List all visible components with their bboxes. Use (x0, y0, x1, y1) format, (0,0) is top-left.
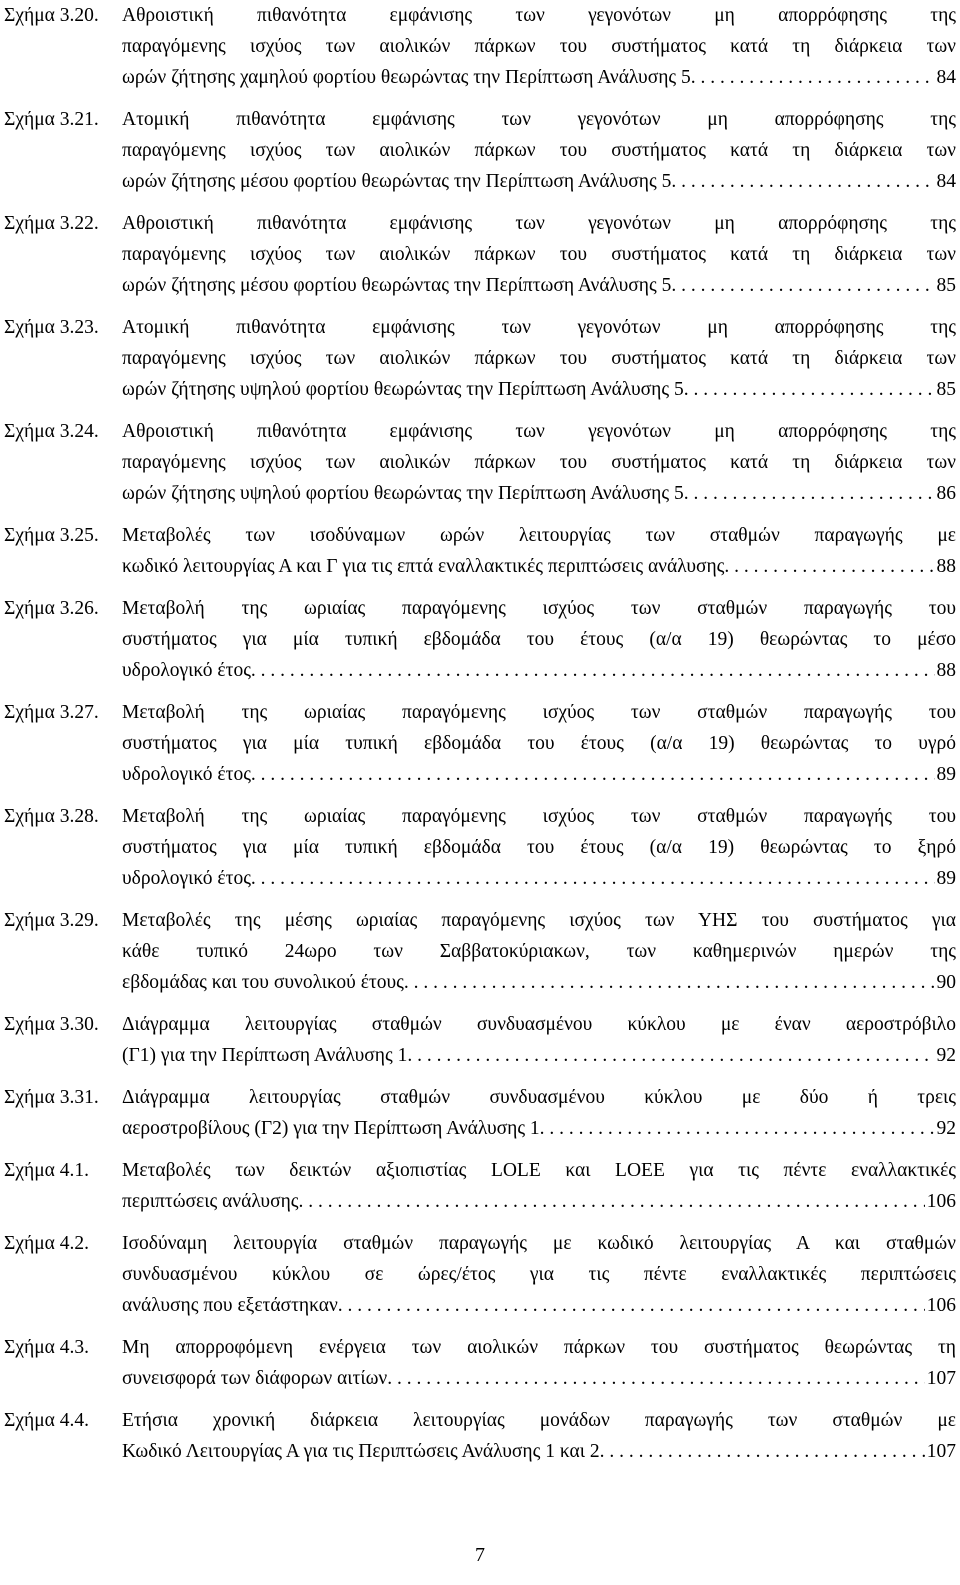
toc-entry (4, 208, 956, 301)
dot-leader (724, 551, 934, 582)
caption-last-line (122, 863, 956, 894)
figure-caption (122, 520, 956, 582)
figure-label: Σχήμα 3.22. (4, 213, 99, 234)
page-ref: 90 (936, 972, 956, 993)
page-ref: 92 (936, 1045, 956, 1066)
caption-line: ωρών ζήτησης μέσου φορτίου θεωρώντας την Περίπτωση Ανάλυσης 5 (122, 275, 672, 296)
caption-line: υδρολογικό έτος (122, 660, 251, 681)
caption-line: κωδικό λειτουργίας Α και Γ για τις επτά εναλλακτικές περιπτώσεις ανάλυσης (122, 556, 725, 577)
caption-line: Ετήσια χρονική διάρκεια λειτουργίας μονάδων παραγωγής των σταθμών με (122, 1410, 956, 1431)
caption-line: συστήματος για μία τυπική εβδομάδα του έτους (α/α 19) θεωρώντας το υγρό (122, 733, 956, 754)
caption-line: Μη απορροφόμενη ενέργεια των αιολικών πάρκων του συστήματος θεωρώντας τη (122, 1337, 956, 1358)
dot-leader (251, 655, 935, 686)
caption-line: ανάλυσης που εξετάστηκαν (122, 1295, 338, 1316)
caption-last-line (122, 655, 956, 686)
figure-label: Σχήμα 3.27. (4, 702, 99, 723)
caption-last-line (122, 1290, 956, 1321)
dot-leader (671, 166, 934, 197)
caption-line: Μεταβολή της ωριαίας παραγόμενης ισχύος των σταθμών παραγωγής του (122, 806, 956, 827)
dot-leader (540, 1113, 935, 1144)
caption-last-line (122, 1436, 956, 1467)
figure-label: Σχήμα 4.4. (4, 1410, 89, 1431)
dot-leader (684, 478, 935, 509)
page-ref: 89 (936, 764, 956, 785)
figure-label: Σχήμα 4.3. (4, 1337, 89, 1358)
figure-caption (122, 1009, 956, 1071)
caption-line: Αθροιστική πιθανότητα εμφάνισης των γεγονότων μη απορρόφησης της (122, 421, 956, 442)
toc-entry (4, 593, 956, 686)
figure-label: Σχήμα 3.25. (4, 525, 99, 546)
figure-caption (122, 1082, 956, 1144)
figure-caption (122, 905, 956, 998)
caption-line: συστήματος για μία τυπική εβδομάδα του έτους (α/α 19) θεωρώντας το μέσο (122, 629, 956, 650)
toc-entry (4, 905, 956, 998)
figure-label: Σχήμα 3.30. (4, 1014, 99, 1035)
page-ref: 85 (936, 379, 956, 400)
toc-entry (4, 801, 956, 894)
page-ref: 84 (936, 171, 956, 192)
toc-entry (4, 312, 956, 405)
caption-last-line (122, 478, 956, 509)
dot-leader (387, 1363, 925, 1394)
page-ref: 92 (936, 1118, 956, 1139)
caption-last-line (122, 166, 956, 197)
dot-leader (251, 863, 935, 894)
caption-line: Ισοδύναμη λειτουργία σταθμών παραγωγής με κωδικό λειτουργίας Α και σταθμών (122, 1233, 956, 1254)
caption-last-line (122, 374, 956, 405)
caption-line: υδρολογικό έτος (122, 764, 251, 785)
toc-entry (4, 520, 956, 582)
figure-caption (122, 697, 956, 790)
caption-line: Αθροιστική πιθανότητα εμφάνισης των γεγονότων μη απορρόφησης της (122, 213, 956, 234)
caption-line: εβδομάδας και του συνολικού έτους (122, 972, 404, 993)
caption-line: Μεταβολή της ωριαίας παραγόμενης ισχύος των σταθμών παραγωγής του (122, 702, 956, 723)
caption-line: Μεταβολές της μέσης ωριαίας παραγόμενης ισχύος των ΥΗΣ του συστήματος για (122, 910, 956, 931)
toc-entry (4, 1009, 956, 1071)
page-ref: 84 (936, 67, 956, 88)
caption-last-line (122, 551, 956, 582)
caption-line: αεροστροβίλους (Γ2) για την Περίπτωση Ανάλυσης 1 (122, 1118, 540, 1139)
caption-line: Διάγραμμα λειτουργίας σταθμών συνδυασμένου κύκλου με δύο ή τρεις (122, 1087, 956, 1108)
page-ref: 88 (936, 556, 956, 577)
figure-caption (122, 416, 956, 509)
dot-leader (404, 967, 935, 998)
caption-last-line (122, 759, 956, 790)
caption-line: Ατομική πιθανότητα εμφάνισης των γεγονότων μη απορρόφησης της (122, 109, 956, 130)
toc-entry (4, 1332, 956, 1394)
figure-caption (122, 0, 956, 93)
dot-leader (671, 270, 934, 301)
dot-leader (299, 1186, 925, 1217)
caption-line: συνδυασμένου κύκλου σε ώρες/έτος για τις πέντε εναλλακτικές περιπτώσεις (122, 1264, 956, 1285)
caption-line: παραγόμενης ισχύος των αιολικών πάρκων του συστήματος κατά τη διάρκεια των (122, 36, 956, 57)
page-number: 7 (475, 1544, 485, 1566)
caption-line: ωρών ζήτησης μέσου φορτίου θεωρώντας την Περίπτωση Ανάλυσης 5 (122, 171, 672, 192)
toc-entry (4, 1082, 956, 1144)
caption-line: Μεταβολή της ωριαίας παραγόμενης ισχύος των σταθμών παραγωγής του (122, 598, 956, 619)
page-ref: 107 (926, 1441, 956, 1462)
caption-line: Διάγραμμα λειτουργίας σταθμών συνδυασμένου κύκλου με έναν αεροστρόβιλο (122, 1014, 956, 1035)
figure-caption (122, 593, 956, 686)
toc-entry (4, 1155, 956, 1217)
caption-line: Κωδικό Λειτουργίας Α για τις Περιπτώσεις Ανάλυσης 1 και 2 (122, 1441, 600, 1462)
page-ref: 107 (926, 1368, 956, 1389)
caption-last-line (122, 1113, 956, 1144)
dot-leader (600, 1436, 925, 1467)
caption-line: υδρολογικό έτος (122, 868, 251, 889)
caption-last-line (122, 1040, 956, 1071)
figure-caption (122, 1155, 956, 1217)
caption-line: (Γ1) για την Περίπτωση Ανάλυσης 1 (122, 1045, 408, 1066)
figure-caption (122, 1228, 956, 1321)
figure-label: Σχήμα 3.24. (4, 421, 99, 442)
page-ref: 106 (926, 1191, 956, 1212)
toc-entry (4, 104, 956, 197)
caption-line: Αθροιστική πιθανότητα εμφάνισης των γεγονότων μη απορρόφησης της (122, 5, 956, 26)
caption-line: Μεταβολές των ισοδύναμων ωρών λειτουργίας των σταθμών παραγωγής με (122, 525, 956, 546)
figure-label: Σχήμα 3.23. (4, 317, 99, 338)
caption-last-line (122, 270, 956, 301)
figure-label: Σχήμα 3.28. (4, 806, 99, 827)
caption-line: κάθε τυπικό 24ωρο των Σαββατοκύριακων, των καθημερινών ημερών της (122, 941, 956, 962)
page-ref: 88 (936, 660, 956, 681)
figure-caption (122, 1332, 956, 1394)
figure-caption (122, 104, 956, 197)
toc-entry (4, 0, 956, 93)
page-ref: 106 (926, 1295, 956, 1316)
figure-label: Σχήμα 3.31. (4, 1087, 99, 1108)
dot-leader (684, 374, 935, 405)
toc-entry (4, 416, 956, 509)
caption-line: ωρών ζήτησης χαμηλού φορτίου θεωρώντας την Περίπτωση Ανάλυσης 5 (122, 67, 691, 88)
figure-label: Σχήμα 4.2. (4, 1233, 89, 1254)
caption-last-line (122, 967, 956, 998)
dot-leader (251, 759, 935, 790)
caption-last-line (122, 1363, 956, 1394)
figure-caption (122, 1405, 956, 1467)
caption-line: παραγόμενης ισχύος των αιολικών πάρκων του συστήματος κατά τη διάρκεια των (122, 348, 956, 369)
page-ref: 86 (936, 483, 956, 504)
dot-leader (691, 62, 935, 93)
list-of-figures (4, 0, 956, 1478)
caption-line: περιπτώσεις ανάλυσης (122, 1191, 299, 1212)
caption-line: συστήματος για μία τυπική εβδομάδα του έτους (α/α 19) θεωρώντας το ξηρό (122, 837, 956, 858)
caption-line: παραγόμενης ισχύος των αιολικών πάρκων του συστήματος κατά τη διάρκεια των (122, 140, 956, 161)
figure-label: Σχήμα 3.20. (4, 5, 99, 26)
figure-caption (122, 208, 956, 301)
figure-caption (122, 312, 956, 405)
caption-line: ωρών ζήτησης υψηλού φορτίου θεωρώντας την Περίπτωση Ανάλυσης 5 (122, 379, 684, 400)
page-ref: 89 (936, 868, 956, 889)
caption-line: ωρών ζήτησης υψηλού φορτίου θεωρώντας την Περίπτωση Ανάλυσης 5 (122, 483, 684, 504)
figure-label: Σχήμα 3.21. (4, 109, 99, 130)
toc-entry (4, 697, 956, 790)
caption-line: συνεισφορά των διάφορων αιτίων (122, 1368, 388, 1389)
figure-label: Σχήμα 3.26. (4, 598, 99, 619)
caption-line: Ατομική πιθανότητα εμφάνισης των γεγονότων μη απορρόφησης της (122, 317, 956, 338)
toc-entry (4, 1228, 956, 1321)
toc-entry (4, 1405, 956, 1467)
caption-last-line (122, 62, 956, 93)
dot-leader (338, 1290, 925, 1321)
caption-line: παραγόμενης ισχύος των αιολικών πάρκων του συστήματος κατά τη διάρκεια των (122, 244, 956, 265)
caption-line: παραγόμενης ισχύος των αιολικών πάρκων του συστήματος κατά τη διάρκεια των (122, 452, 956, 473)
figure-label: Σχήμα 3.29. (4, 910, 99, 931)
caption-last-line (122, 1186, 956, 1217)
figure-caption (122, 801, 956, 894)
dot-leader (407, 1040, 934, 1071)
caption-line: Μεταβολές των δεικτών αξιοπιστίας LOLE και LOEE για τις πέντε εναλλακτικές (122, 1160, 956, 1181)
page-ref: 85 (936, 275, 956, 296)
figure-label: Σχήμα 4.1. (4, 1160, 89, 1181)
